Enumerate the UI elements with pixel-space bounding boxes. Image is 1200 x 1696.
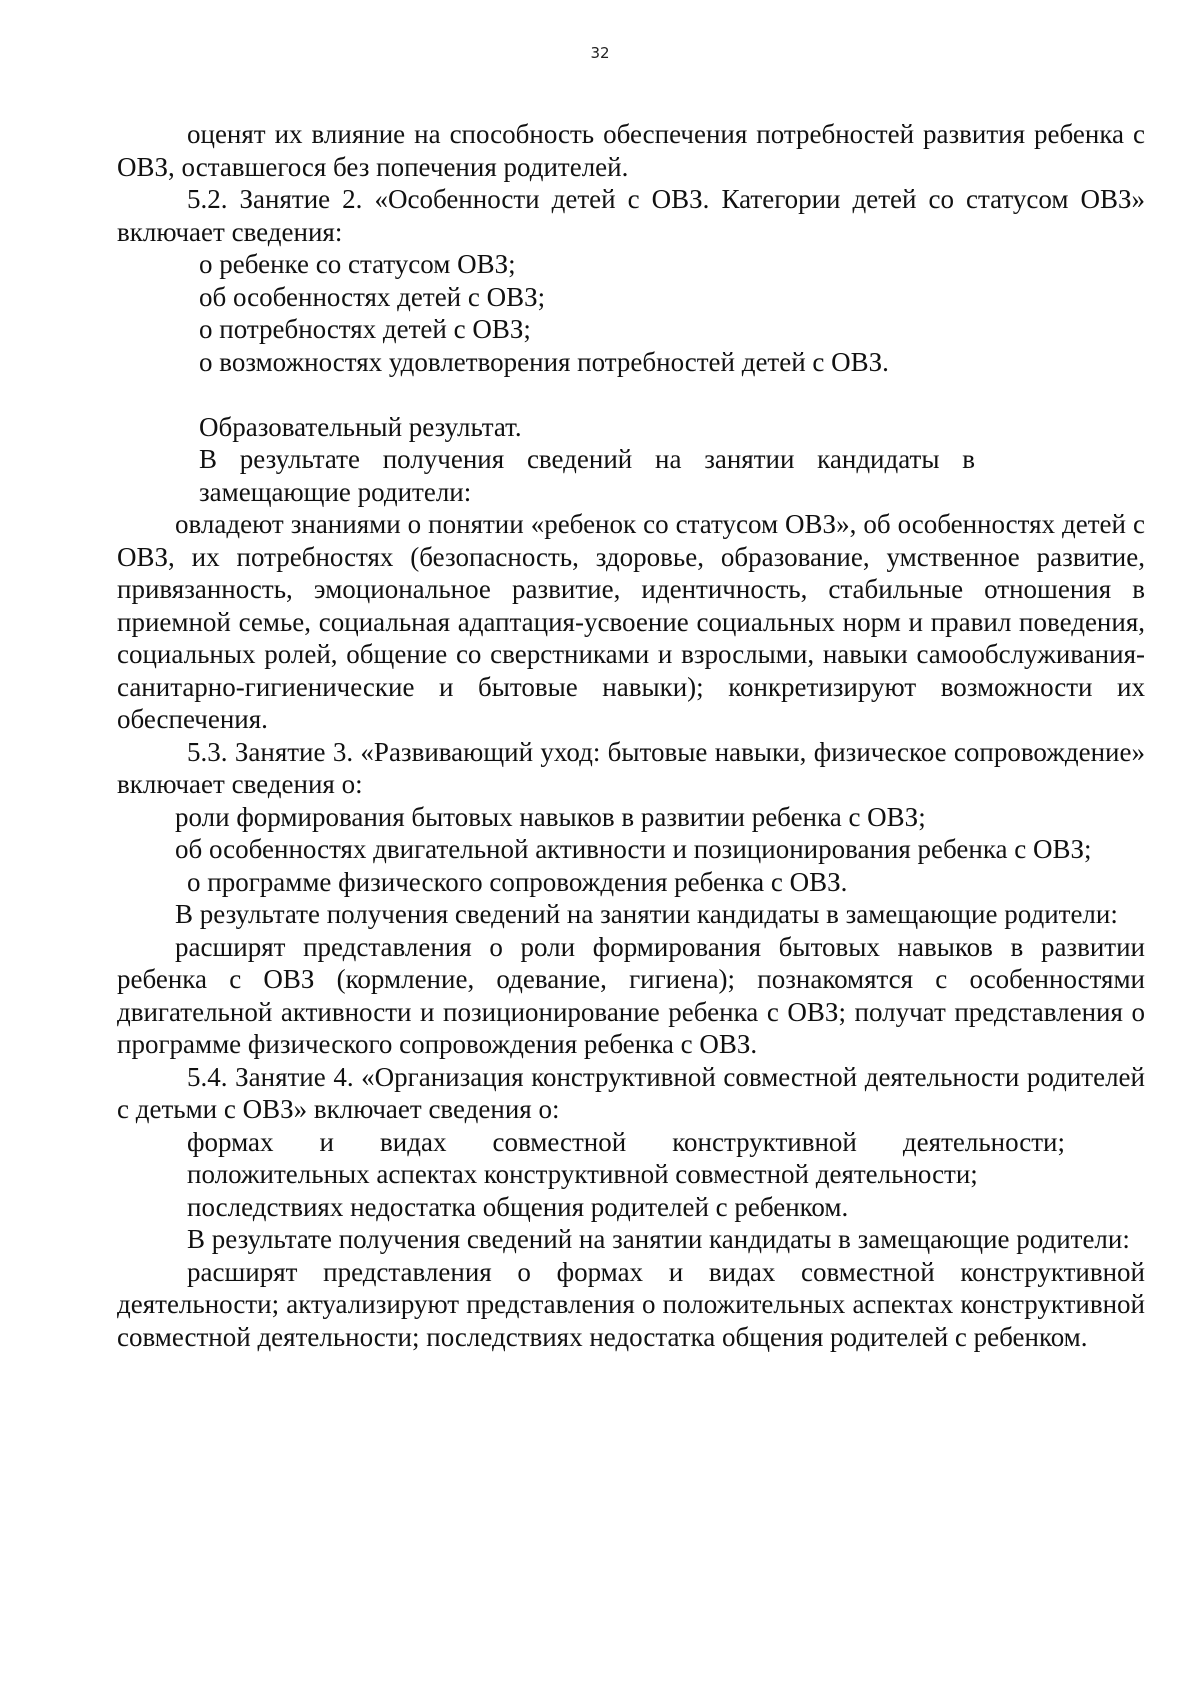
paragraph: В результате получения сведений на занятии кандидаты в замещающие родители: <box>187 1224 1130 1254</box>
list-item: роли формирования бытовых навыков в развитии ребенка с ОВЗ; <box>175 801 926 832</box>
list-item: об особенностях детей с ОВЗ; <box>199 281 546 312</box>
list-item: о потребностях детей с ОВЗ; <box>199 314 531 344</box>
paragraph: оценят их влияние на способность обеспечения потребностей развития ребенка с ОВЗ, оставшегося без попечения родителей. <box>117 119 1145 182</box>
list-item: о возможностях удовлетворения потребностей детей с ОВЗ. <box>199 346 889 377</box>
paragraph-lesson-2: 5.2. Занятие 2. «Особенности детей с ОВЗ. Категории детей со статусом ОВЗ» включает сведения: <box>117 184 1145 247</box>
paragraph: расширят представления о формах и видах совместной конструктивной деятельности; актуализируют представления о положительных аспектах конструктивной совместной деятельности; последствиях недостатка общения родителей с ребенком. <box>117 1256 1145 1352</box>
list-item: о программе физического сопровождения ребенка с ОВЗ. <box>187 866 848 897</box>
paragraph: замещающие родители: <box>199 476 472 507</box>
paragraph-lesson-3: 5.3. Занятие 3. «Развивающий уход: бытовые навыки, физическое сопровождение» включает сведения о: <box>117 736 1145 799</box>
list-item: формах и видах совместной конструктивной деятельности; <box>187 1126 1065 1157</box>
paragraph: расширят представления о роли формирования бытовых навыков в развитии ребенка с ОВЗ (кормление, одевание, гигиена); познакомятся с особенностями двигательной активности и позиционирование ребенка с ОВЗ; получат представления о программе физического сопровождения ребенка с ОВЗ. <box>117 931 1145 1059</box>
paragraph: В результате получения сведений на занятии кандидаты в <box>199 444 975 474</box>
paragraph-lesson-4: 5.4. Занятие 4. «Организация конструктивной совместной деятельности родителей с детьми с ОВЗ» включает сведения о: <box>117 1061 1145 1124</box>
paragraph: В результате получения сведений на занятии кандидаты в замещающие родители: <box>175 899 1118 929</box>
blank-line <box>117 378 1145 411</box>
document-body <box>117 118 1145 1353</box>
list-item: о ребенке со статусом ОВЗ; <box>199 249 516 279</box>
list-item: последствиях недостатка общения родителей с ребенком. <box>187 1191 849 1222</box>
list-item: положительных аспектах конструктивной совместной деятельности; <box>187 1159 978 1189</box>
page-number: 32 <box>590 44 610 62</box>
paragraph: овладеют знаниями о понятии «ребенок со статусом ОВЗ», об особенностях детей с ОВЗ, их потребностях (безопасность, здоровье, образование, умственное развитие, привязанность, эмоциональное развитие, идентичность, стабильные отношения в приемной семье, социальная адаптация-усвоение социальных норм и правил поведения, социальных ролей, общение со сверстниками и взрослыми, навыки самообслуживания-санитарно-гигиенические и бытовые навыки); конкретизируют возможности их обеспечения. <box>117 509 1145 734</box>
list-item: об особенностях двигательной активности и позиционирования ребенка с ОВЗ; <box>175 834 1092 864</box>
section-heading: Образовательный результат. <box>199 411 522 442</box>
